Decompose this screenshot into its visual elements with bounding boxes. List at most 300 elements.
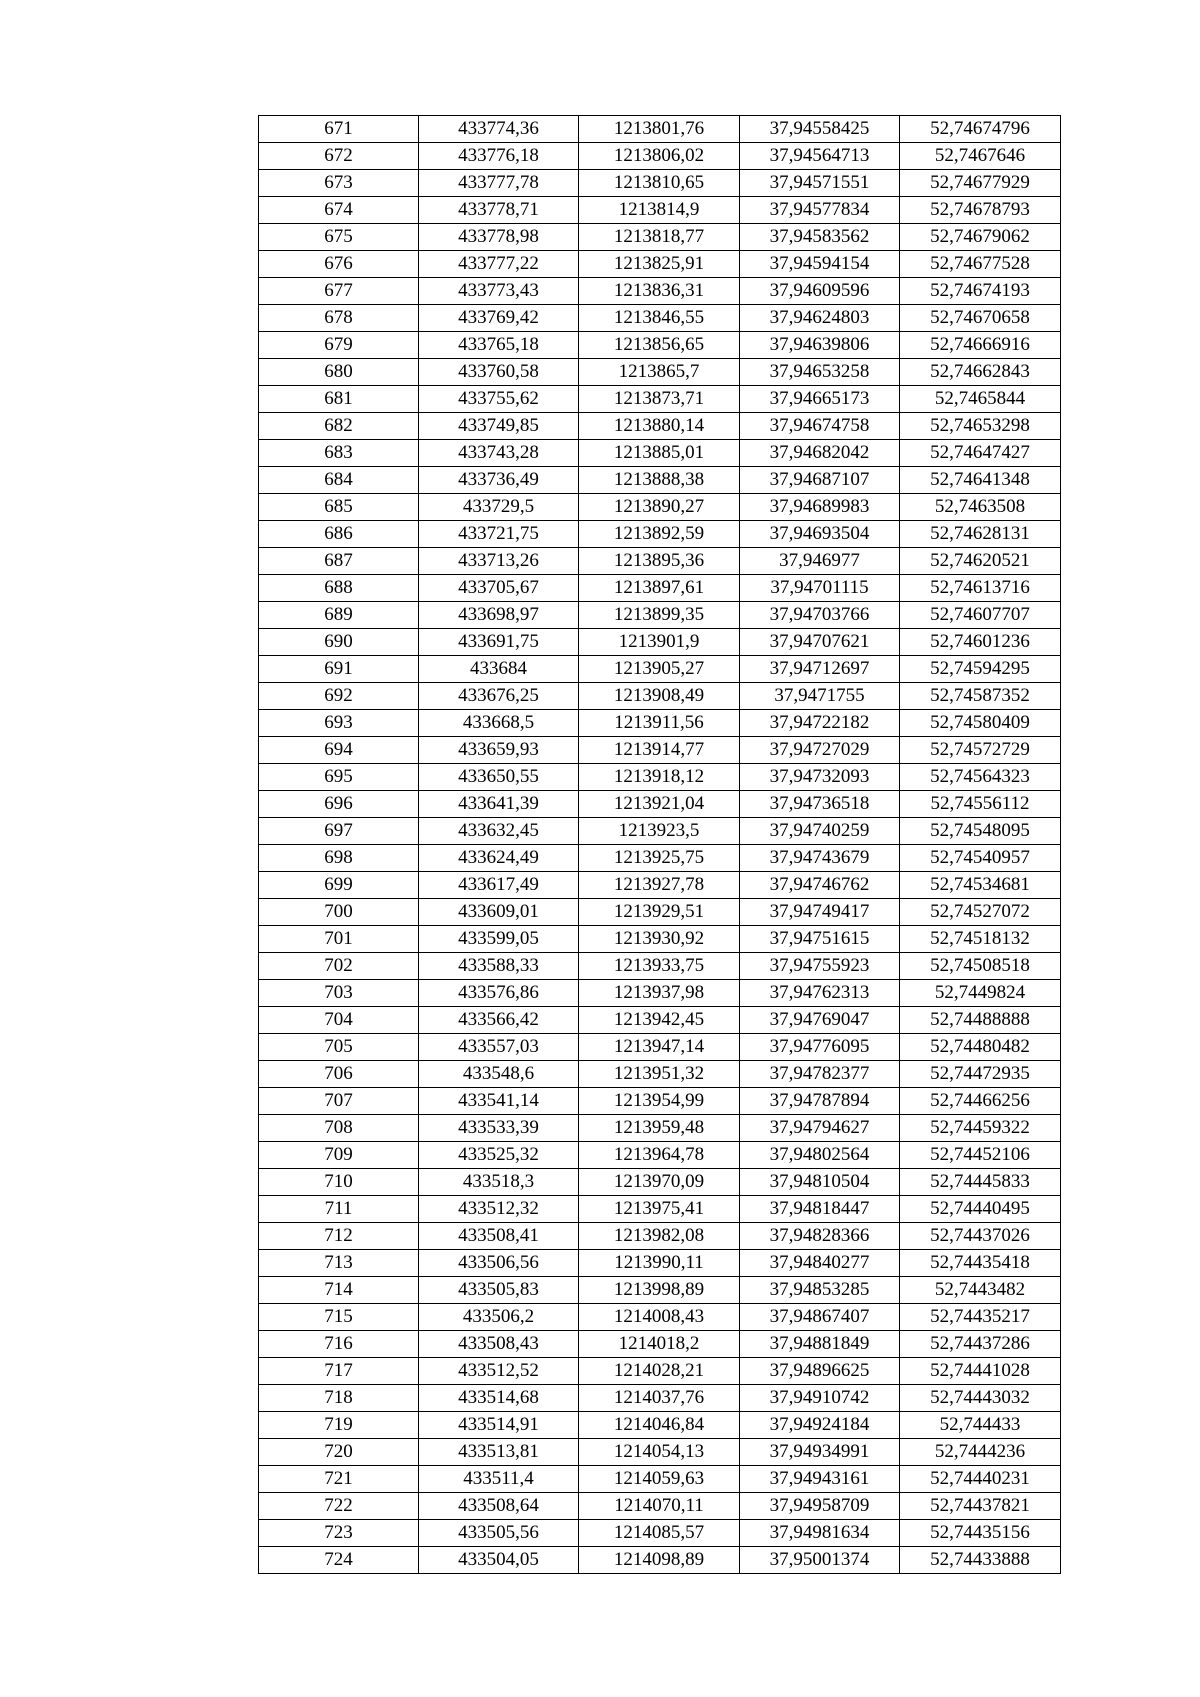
y-coordinate-cell: 1213806,02 xyxy=(579,143,740,170)
table-row xyxy=(259,548,1061,575)
longitude-cell: 37,94828366 xyxy=(740,1223,900,1250)
table-row xyxy=(259,332,1061,359)
y-coordinate-cell: 1213873,71 xyxy=(579,386,740,413)
longitude-cell: 37,94712697 xyxy=(740,656,900,683)
point-number-cell: 709 xyxy=(259,1142,419,1169)
x-coordinate-cell: 433778,98 xyxy=(419,224,579,251)
table-row xyxy=(259,737,1061,764)
longitude-cell: 37,94776095 xyxy=(740,1034,900,1061)
y-coordinate-cell: 1214059,63 xyxy=(579,1466,740,1493)
y-coordinate-cell: 1213921,04 xyxy=(579,791,740,818)
table-row xyxy=(259,1493,1061,1520)
table-row xyxy=(259,305,1061,332)
y-coordinate-cell: 1213880,14 xyxy=(579,413,740,440)
latitude-cell: 52,74548095 xyxy=(900,818,1061,845)
x-coordinate-cell: 433705,67 xyxy=(419,575,579,602)
x-coordinate-cell: 433632,45 xyxy=(419,818,579,845)
x-coordinate-cell: 433736,49 xyxy=(419,467,579,494)
table-row xyxy=(259,1088,1061,1115)
longitude-cell: 37,94732093 xyxy=(740,764,900,791)
y-coordinate-cell: 1213929,51 xyxy=(579,899,740,926)
table-row xyxy=(259,1169,1061,1196)
x-coordinate-cell: 433548,6 xyxy=(419,1061,579,1088)
longitude-cell: 37,94693504 xyxy=(740,521,900,548)
latitude-cell: 52,74433888 xyxy=(900,1547,1061,1574)
y-coordinate-cell: 1213818,77 xyxy=(579,224,740,251)
latitude-cell: 52,74613716 xyxy=(900,575,1061,602)
x-coordinate-cell: 433778,71 xyxy=(419,197,579,224)
point-number-cell: 707 xyxy=(259,1088,419,1115)
latitude-cell: 52,74653298 xyxy=(900,413,1061,440)
point-number-cell: 674 xyxy=(259,197,419,224)
x-coordinate-cell: 433506,56 xyxy=(419,1250,579,1277)
y-coordinate-cell: 1213895,36 xyxy=(579,548,740,575)
point-number-cell: 723 xyxy=(259,1520,419,1547)
longitude-cell: 37,9471755 xyxy=(740,683,900,710)
point-number-cell: 693 xyxy=(259,710,419,737)
point-number-cell: 719 xyxy=(259,1412,419,1439)
longitude-cell: 37,94583562 xyxy=(740,224,900,251)
longitude-cell: 37,94749417 xyxy=(740,899,900,926)
y-coordinate-cell: 1214054,13 xyxy=(579,1439,740,1466)
table-row xyxy=(259,1007,1061,1034)
x-coordinate-cell: 433505,83 xyxy=(419,1277,579,1304)
point-number-cell: 710 xyxy=(259,1169,419,1196)
x-coordinate-cell: 433609,01 xyxy=(419,899,579,926)
longitude-cell: 37,94689983 xyxy=(740,494,900,521)
y-coordinate-cell: 1213998,89 xyxy=(579,1277,740,1304)
point-number-cell: 720 xyxy=(259,1439,419,1466)
table-row xyxy=(259,872,1061,899)
point-number-cell: 676 xyxy=(259,251,419,278)
y-coordinate-cell: 1213975,41 xyxy=(579,1196,740,1223)
y-coordinate-cell: 1213937,98 xyxy=(579,980,740,1007)
longitude-cell: 37,94743679 xyxy=(740,845,900,872)
y-coordinate-cell: 1213964,78 xyxy=(579,1142,740,1169)
point-number-cell: 705 xyxy=(259,1034,419,1061)
longitude-cell: 37,94609596 xyxy=(740,278,900,305)
table-row xyxy=(259,1439,1061,1466)
point-number-cell: 680 xyxy=(259,359,419,386)
longitude-cell: 37,94722182 xyxy=(740,710,900,737)
y-coordinate-cell: 1214018,2 xyxy=(579,1331,740,1358)
latitude-cell: 52,74440495 xyxy=(900,1196,1061,1223)
table-row xyxy=(259,1250,1061,1277)
point-number-cell: 696 xyxy=(259,791,419,818)
y-coordinate-cell: 1214037,76 xyxy=(579,1385,740,1412)
point-number-cell: 718 xyxy=(259,1385,419,1412)
y-coordinate-cell: 1213846,55 xyxy=(579,305,740,332)
x-coordinate-cell: 433760,58 xyxy=(419,359,579,386)
longitude-cell: 37,946977 xyxy=(740,548,900,575)
table-row xyxy=(259,629,1061,656)
latitude-cell: 52,74437026 xyxy=(900,1223,1061,1250)
y-coordinate-cell: 1213982,08 xyxy=(579,1223,740,1250)
y-coordinate-cell: 1213897,61 xyxy=(579,575,740,602)
latitude-cell: 52,74677528 xyxy=(900,251,1061,278)
longitude-cell: 37,94787894 xyxy=(740,1088,900,1115)
x-coordinate-cell: 433773,43 xyxy=(419,278,579,305)
x-coordinate-cell: 433755,62 xyxy=(419,386,579,413)
longitude-cell: 37,94674758 xyxy=(740,413,900,440)
table-row xyxy=(259,170,1061,197)
longitude-cell: 37,94746762 xyxy=(740,872,900,899)
point-number-cell: 673 xyxy=(259,170,419,197)
point-number-cell: 711 xyxy=(259,1196,419,1223)
latitude-cell: 52,74540957 xyxy=(900,845,1061,872)
longitude-cell: 37,94958709 xyxy=(740,1493,900,1520)
latitude-cell: 52,74437821 xyxy=(900,1493,1061,1520)
latitude-cell: 52,74459322 xyxy=(900,1115,1061,1142)
y-coordinate-cell: 1213990,11 xyxy=(579,1250,740,1277)
y-coordinate-cell: 1213947,14 xyxy=(579,1034,740,1061)
point-number-cell: 721 xyxy=(259,1466,419,1493)
longitude-cell: 37,94707621 xyxy=(740,629,900,656)
longitude-cell: 37,94751615 xyxy=(740,926,900,953)
x-coordinate-cell: 433505,56 xyxy=(419,1520,579,1547)
y-coordinate-cell: 1213836,31 xyxy=(579,278,740,305)
point-number-cell: 699 xyxy=(259,872,419,899)
point-number-cell: 700 xyxy=(259,899,419,926)
latitude-cell: 52,74674193 xyxy=(900,278,1061,305)
latitude-cell: 52,74666916 xyxy=(900,332,1061,359)
y-coordinate-cell: 1214085,57 xyxy=(579,1520,740,1547)
point-number-cell: 678 xyxy=(259,305,419,332)
table-row xyxy=(259,899,1061,926)
latitude-cell: 52,74679062 xyxy=(900,224,1061,251)
y-coordinate-cell: 1214028,21 xyxy=(579,1358,740,1385)
table-row xyxy=(259,1061,1061,1088)
table-row xyxy=(259,1034,1061,1061)
y-coordinate-cell: 1213892,59 xyxy=(579,521,740,548)
y-coordinate-cell: 1213885,01 xyxy=(579,440,740,467)
y-coordinate-cell: 1213856,65 xyxy=(579,332,740,359)
longitude-cell: 37,94867407 xyxy=(740,1304,900,1331)
x-coordinate-cell: 433721,75 xyxy=(419,521,579,548)
longitude-cell: 37,94736518 xyxy=(740,791,900,818)
point-number-cell: 682 xyxy=(259,413,419,440)
longitude-cell: 37,94896625 xyxy=(740,1358,900,1385)
x-coordinate-cell: 433776,18 xyxy=(419,143,579,170)
point-number-cell: 724 xyxy=(259,1547,419,1574)
table-row xyxy=(259,980,1061,1007)
table-row xyxy=(259,467,1061,494)
x-coordinate-cell: 433533,39 xyxy=(419,1115,579,1142)
y-coordinate-cell: 1213933,75 xyxy=(579,953,740,980)
latitude-cell: 52,74641348 xyxy=(900,467,1061,494)
table-row xyxy=(259,953,1061,980)
table-row xyxy=(259,1547,1061,1574)
point-number-cell: 715 xyxy=(259,1304,419,1331)
x-coordinate-cell: 433769,42 xyxy=(419,305,579,332)
longitude-cell: 37,94818447 xyxy=(740,1196,900,1223)
y-coordinate-cell: 1214098,89 xyxy=(579,1547,740,1574)
table-row xyxy=(259,845,1061,872)
latitude-cell: 52,74527072 xyxy=(900,899,1061,926)
y-coordinate-cell: 1214070,11 xyxy=(579,1493,740,1520)
x-coordinate-cell: 433729,5 xyxy=(419,494,579,521)
longitude-cell: 37,95001374 xyxy=(740,1547,900,1574)
point-number-cell: 686 xyxy=(259,521,419,548)
y-coordinate-cell: 1213925,75 xyxy=(579,845,740,872)
latitude-cell: 52,74556112 xyxy=(900,791,1061,818)
table-row xyxy=(259,1304,1061,1331)
point-number-cell: 704 xyxy=(259,1007,419,1034)
point-number-cell: 683 xyxy=(259,440,419,467)
x-coordinate-cell: 433777,78 xyxy=(419,170,579,197)
point-number-cell: 687 xyxy=(259,548,419,575)
latitude-cell: 52,74452106 xyxy=(900,1142,1061,1169)
point-number-cell: 679 xyxy=(259,332,419,359)
table-row xyxy=(259,575,1061,602)
y-coordinate-cell: 1213923,5 xyxy=(579,818,740,845)
point-number-cell: 689 xyxy=(259,602,419,629)
point-number-cell: 672 xyxy=(259,143,419,170)
x-coordinate-cell: 433541,14 xyxy=(419,1088,579,1115)
point-number-cell: 685 xyxy=(259,494,419,521)
table-row xyxy=(259,602,1061,629)
latitude-cell: 52,74580409 xyxy=(900,710,1061,737)
longitude-cell: 37,94943161 xyxy=(740,1466,900,1493)
latitude-cell: 52,744433 xyxy=(900,1412,1061,1439)
y-coordinate-cell: 1213865,7 xyxy=(579,359,740,386)
latitude-cell: 52,74435418 xyxy=(900,1250,1061,1277)
y-coordinate-cell: 1213911,56 xyxy=(579,710,740,737)
point-number-cell: 681 xyxy=(259,386,419,413)
latitude-cell: 52,74534681 xyxy=(900,872,1061,899)
x-coordinate-cell: 433525,32 xyxy=(419,1142,579,1169)
latitude-cell: 52,7465844 xyxy=(900,386,1061,413)
latitude-cell: 52,74518132 xyxy=(900,926,1061,953)
latitude-cell: 52,74441028 xyxy=(900,1358,1061,1385)
longitude-cell: 37,94981634 xyxy=(740,1520,900,1547)
latitude-cell: 52,74678793 xyxy=(900,197,1061,224)
x-coordinate-cell: 433512,32 xyxy=(419,1196,579,1223)
longitude-cell: 37,94639806 xyxy=(740,332,900,359)
longitude-cell: 37,94653258 xyxy=(740,359,900,386)
table-row xyxy=(259,1142,1061,1169)
latitude-cell: 52,74662843 xyxy=(900,359,1061,386)
coordinates-table xyxy=(258,115,1061,1574)
latitude-cell: 52,74601236 xyxy=(900,629,1061,656)
latitude-cell: 52,74435156 xyxy=(900,1520,1061,1547)
y-coordinate-cell: 1214008,43 xyxy=(579,1304,740,1331)
table-row xyxy=(259,1385,1061,1412)
x-coordinate-cell: 433641,39 xyxy=(419,791,579,818)
latitude-cell: 52,74472935 xyxy=(900,1061,1061,1088)
x-coordinate-cell: 433743,28 xyxy=(419,440,579,467)
latitude-cell: 52,74677929 xyxy=(900,170,1061,197)
x-coordinate-cell: 433576,86 xyxy=(419,980,579,1007)
y-coordinate-cell: 1213888,38 xyxy=(579,467,740,494)
table-row xyxy=(259,1466,1061,1493)
x-coordinate-cell: 433774,36 xyxy=(419,116,579,143)
latitude-cell: 52,74443032 xyxy=(900,1385,1061,1412)
table-row xyxy=(259,359,1061,386)
y-coordinate-cell: 1213954,99 xyxy=(579,1088,740,1115)
y-coordinate-cell: 1214046,84 xyxy=(579,1412,740,1439)
longitude-cell: 37,94682042 xyxy=(740,440,900,467)
x-coordinate-cell: 433588,33 xyxy=(419,953,579,980)
longitude-cell: 37,94782377 xyxy=(740,1061,900,1088)
table-row xyxy=(259,710,1061,737)
table-row xyxy=(259,1412,1061,1439)
longitude-cell: 37,94853285 xyxy=(740,1277,900,1304)
longitude-cell: 37,94577834 xyxy=(740,197,900,224)
latitude-cell: 52,74587352 xyxy=(900,683,1061,710)
y-coordinate-cell: 1213814,9 xyxy=(579,197,740,224)
x-coordinate-cell: 433698,97 xyxy=(419,602,579,629)
longitude-cell: 37,94794627 xyxy=(740,1115,900,1142)
latitude-cell: 52,7467646 xyxy=(900,143,1061,170)
x-coordinate-cell: 433617,49 xyxy=(419,872,579,899)
longitude-cell: 37,94594154 xyxy=(740,251,900,278)
longitude-cell: 37,94703766 xyxy=(740,602,900,629)
x-coordinate-cell: 433504,05 xyxy=(419,1547,579,1574)
latitude-cell: 52,7444236 xyxy=(900,1439,1061,1466)
latitude-cell: 52,74508518 xyxy=(900,953,1061,980)
x-coordinate-cell: 433512,52 xyxy=(419,1358,579,1385)
table-row xyxy=(259,143,1061,170)
y-coordinate-cell: 1213918,12 xyxy=(579,764,740,791)
table-row xyxy=(259,818,1061,845)
table-row xyxy=(259,116,1061,143)
table-row xyxy=(259,224,1061,251)
x-coordinate-cell: 433513,81 xyxy=(419,1439,579,1466)
x-coordinate-cell: 433518,3 xyxy=(419,1169,579,1196)
point-number-cell: 703 xyxy=(259,980,419,1007)
table-row xyxy=(259,1277,1061,1304)
x-coordinate-cell: 433566,42 xyxy=(419,1007,579,1034)
longitude-cell: 37,94727029 xyxy=(740,737,900,764)
y-coordinate-cell: 1213959,48 xyxy=(579,1115,740,1142)
latitude-cell: 52,7443482 xyxy=(900,1277,1061,1304)
point-number-cell: 714 xyxy=(259,1277,419,1304)
point-number-cell: 690 xyxy=(259,629,419,656)
table-row xyxy=(259,386,1061,413)
latitude-cell: 52,74488888 xyxy=(900,1007,1061,1034)
y-coordinate-cell: 1213905,27 xyxy=(579,656,740,683)
latitude-cell: 52,74564323 xyxy=(900,764,1061,791)
point-number-cell: 694 xyxy=(259,737,419,764)
point-number-cell: 688 xyxy=(259,575,419,602)
coordinates-table-body xyxy=(259,116,1061,1574)
longitude-cell: 37,94624803 xyxy=(740,305,900,332)
latitude-cell: 52,74435217 xyxy=(900,1304,1061,1331)
x-coordinate-cell: 433624,49 xyxy=(419,845,579,872)
x-coordinate-cell: 433650,55 xyxy=(419,764,579,791)
point-number-cell: 684 xyxy=(259,467,419,494)
point-number-cell: 675 xyxy=(259,224,419,251)
point-number-cell: 691 xyxy=(259,656,419,683)
latitude-cell: 52,74607707 xyxy=(900,602,1061,629)
x-coordinate-cell: 433508,41 xyxy=(419,1223,579,1250)
longitude-cell: 37,94755923 xyxy=(740,953,900,980)
point-number-cell: 713 xyxy=(259,1250,419,1277)
x-coordinate-cell: 433691,75 xyxy=(419,629,579,656)
y-coordinate-cell: 1213908,49 xyxy=(579,683,740,710)
x-coordinate-cell: 433508,43 xyxy=(419,1331,579,1358)
x-coordinate-cell: 433599,05 xyxy=(419,926,579,953)
y-coordinate-cell: 1213970,09 xyxy=(579,1169,740,1196)
x-coordinate-cell: 433557,03 xyxy=(419,1034,579,1061)
longitude-cell: 37,94687107 xyxy=(740,467,900,494)
latitude-cell: 52,7449824 xyxy=(900,980,1061,1007)
latitude-cell: 52,74572729 xyxy=(900,737,1061,764)
table-row xyxy=(259,494,1061,521)
longitude-cell: 37,94810504 xyxy=(740,1169,900,1196)
point-number-cell: 671 xyxy=(259,116,419,143)
point-number-cell: 692 xyxy=(259,683,419,710)
y-coordinate-cell: 1213810,65 xyxy=(579,170,740,197)
point-number-cell: 717 xyxy=(259,1358,419,1385)
longitude-cell: 37,94762313 xyxy=(740,980,900,1007)
latitude-cell: 52,74480482 xyxy=(900,1034,1061,1061)
point-number-cell: 695 xyxy=(259,764,419,791)
table-row xyxy=(259,683,1061,710)
y-coordinate-cell: 1213899,35 xyxy=(579,602,740,629)
latitude-cell: 52,74620521 xyxy=(900,548,1061,575)
point-number-cell: 698 xyxy=(259,845,419,872)
point-number-cell: 701 xyxy=(259,926,419,953)
latitude-cell: 52,74440231 xyxy=(900,1466,1061,1493)
table-row xyxy=(259,656,1061,683)
table-row xyxy=(259,791,1061,818)
longitude-cell: 37,94840277 xyxy=(740,1250,900,1277)
latitude-cell: 52,74628131 xyxy=(900,521,1061,548)
x-coordinate-cell: 433659,93 xyxy=(419,737,579,764)
point-number-cell: 702 xyxy=(259,953,419,980)
x-coordinate-cell: 433749,85 xyxy=(419,413,579,440)
x-coordinate-cell: 433713,26 xyxy=(419,548,579,575)
y-coordinate-cell: 1213901,9 xyxy=(579,629,740,656)
longitude-cell: 37,94571551 xyxy=(740,170,900,197)
x-coordinate-cell: 433514,68 xyxy=(419,1385,579,1412)
y-coordinate-cell: 1213890,27 xyxy=(579,494,740,521)
point-number-cell: 706 xyxy=(259,1061,419,1088)
latitude-cell: 52,74594295 xyxy=(900,656,1061,683)
x-coordinate-cell: 433508,64 xyxy=(419,1493,579,1520)
longitude-cell: 37,94665173 xyxy=(740,386,900,413)
longitude-cell: 37,94910742 xyxy=(740,1385,900,1412)
latitude-cell: 52,74670658 xyxy=(900,305,1061,332)
table-row xyxy=(259,251,1061,278)
table-row xyxy=(259,1331,1061,1358)
x-coordinate-cell: 433765,18 xyxy=(419,332,579,359)
x-coordinate-cell: 433777,22 xyxy=(419,251,579,278)
longitude-cell: 37,94802564 xyxy=(740,1142,900,1169)
point-number-cell: 677 xyxy=(259,278,419,305)
latitude-cell: 52,74647427 xyxy=(900,440,1061,467)
table-row xyxy=(259,1115,1061,1142)
y-coordinate-cell: 1213801,76 xyxy=(579,116,740,143)
latitude-cell: 52,7463508 xyxy=(900,494,1061,521)
longitude-cell: 37,94701115 xyxy=(740,575,900,602)
y-coordinate-cell: 1213825,91 xyxy=(579,251,740,278)
point-number-cell: 722 xyxy=(259,1493,419,1520)
table-row xyxy=(259,413,1061,440)
point-number-cell: 708 xyxy=(259,1115,419,1142)
point-number-cell: 697 xyxy=(259,818,419,845)
y-coordinate-cell: 1213942,45 xyxy=(579,1007,740,1034)
longitude-cell: 37,94769047 xyxy=(740,1007,900,1034)
longitude-cell: 37,94558425 xyxy=(740,116,900,143)
longitude-cell: 37,94924184 xyxy=(740,1412,900,1439)
x-coordinate-cell: 433511,4 xyxy=(419,1466,579,1493)
x-coordinate-cell: 433684 xyxy=(419,656,579,683)
y-coordinate-cell: 1213914,77 xyxy=(579,737,740,764)
y-coordinate-cell: 1213927,78 xyxy=(579,872,740,899)
